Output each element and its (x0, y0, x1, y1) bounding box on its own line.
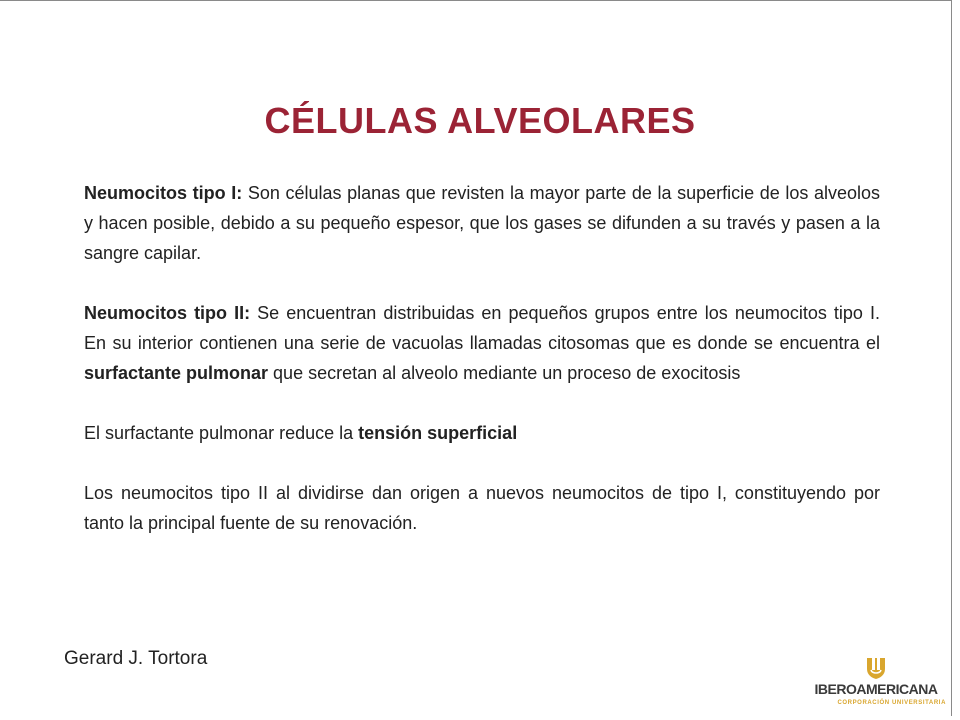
paragraph-renovacion (84, 478, 880, 538)
slide-title: CÉLULAS ALVEOLARES (264, 100, 696, 141)
paragraph-neumocitos-tipo-2 (84, 298, 880, 388)
paragraph-neumocitos-tipo-1 (84, 178, 880, 268)
paragraph-3-run-1: El surfactante pulmonar reduce la (84, 423, 359, 443)
paragraph-1-run-2: Son células planas que revisten la mayor parte de la superficie de los alveolos y hacen posible, debido a su pequeño espesor, que los gases se difunden a su través y pasen a la sangre capilar. (84, 183, 881, 263)
paragraph-2-run-4: que secretan al alveolo mediante un proceso de exocitosis (268, 363, 741, 383)
slide-body (84, 178, 880, 568)
author-credit: Gerard J. Tortora (64, 648, 208, 669)
paragraph-1-run-1: Neumocitos tipo I: (84, 183, 243, 203)
paragraph-4-run-1: Los neumocitos tipo II al dividirse dan origen a nuevos neumocitos de tipo I, constituyendo por tanto la principal fuente de su renovación. (84, 483, 880, 533)
logo-subtitle: CORPORACIÓN UNIVERSITARIA (837, 700, 946, 706)
paragraph-2-run-2: Se encuentran distribuidas en pequeños grupos entre los neumocitos tipo I. En su interior contienen una serie de vacuolas llamadas citosomas que es donde se encuentra el (84, 303, 880, 353)
paragraph-2-run-1: Neumocitos tipo II: (84, 303, 251, 323)
paragraph-3-run-2: tensión superficial (358, 423, 518, 443)
paragraph-2-run-3: surfactante pulmonar (84, 363, 269, 383)
paragraph-surfactante (84, 418, 880, 448)
logo-name: IBEROAMERICANA (814, 681, 938, 697)
university-shield-icon (864, 656, 888, 680)
iberoamericana-logo (806, 656, 946, 712)
